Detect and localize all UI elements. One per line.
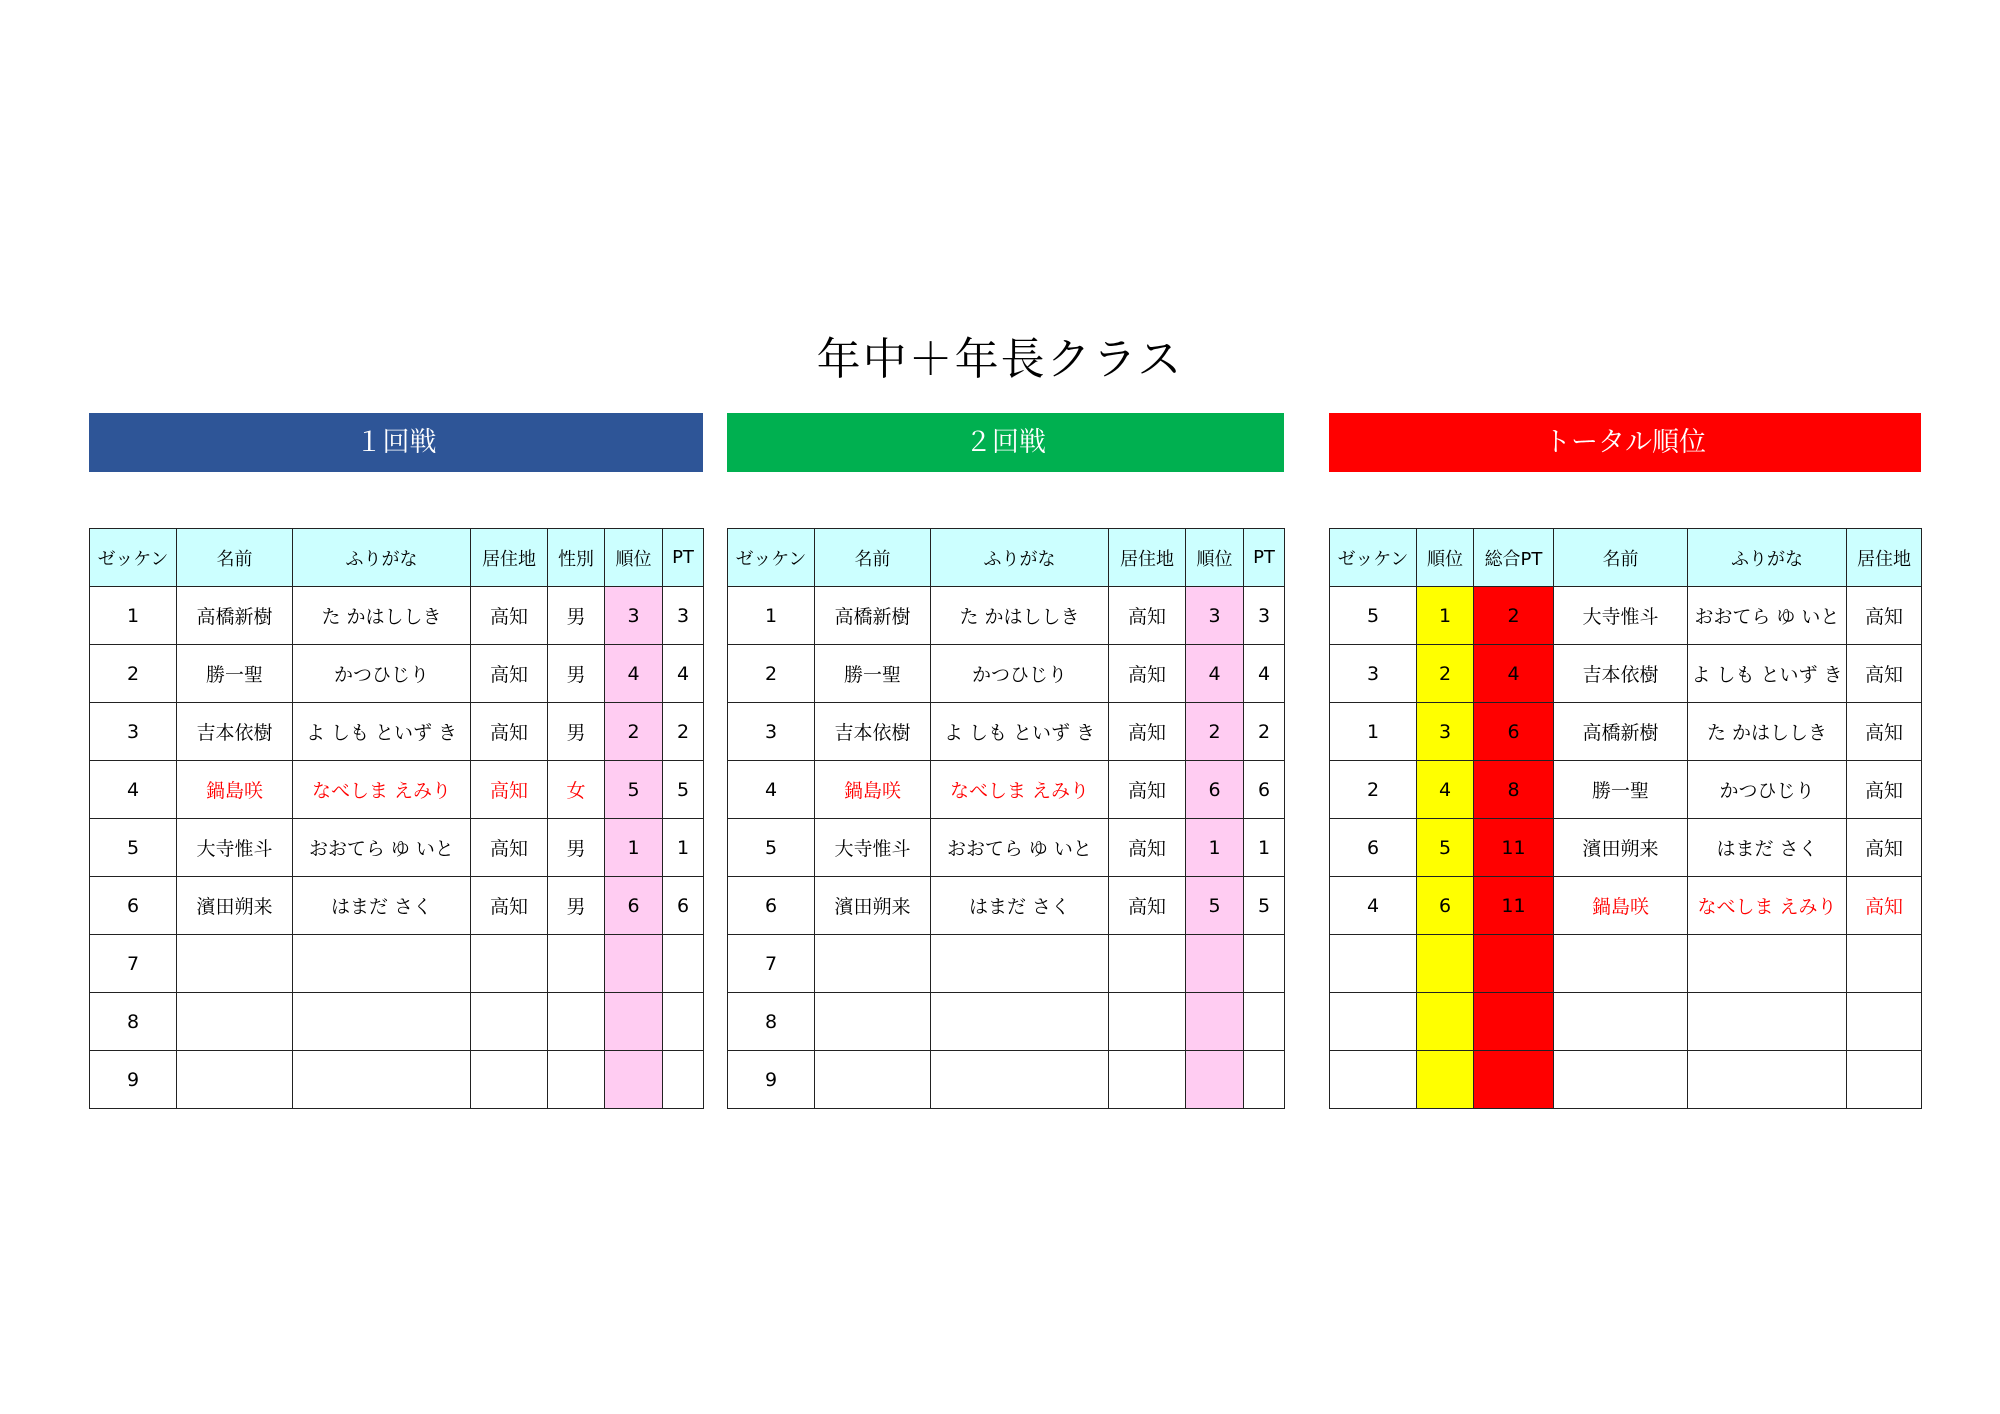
- cell-home: 高知: [1109, 877, 1186, 935]
- cell-rank: 1: [605, 819, 663, 877]
- column-header-name: 名前: [815, 529, 931, 587]
- cell-kana: おおてら ゆ いと: [1688, 587, 1847, 645]
- cell-pt: 11: [1474, 819, 1554, 877]
- cell-name: 鍋島咲: [177, 761, 293, 819]
- cell-pt: 6: [1244, 761, 1285, 819]
- round2-header-row: [728, 529, 1285, 587]
- cell-home: 高知: [1109, 703, 1186, 761]
- cell-home: [471, 1051, 548, 1109]
- cell-pt: 8: [1474, 761, 1554, 819]
- cell-no: 7: [728, 935, 815, 993]
- cell-home: [1109, 1051, 1186, 1109]
- cell-home: 高知: [471, 761, 548, 819]
- column-header-bib: ゼッケン: [90, 529, 177, 587]
- cell-rank: 5: [1186, 877, 1244, 935]
- column-header-residence: 居住地: [1109, 529, 1186, 587]
- column-header-rank: 順位: [1186, 529, 1244, 587]
- cell-home: [1847, 935, 1922, 993]
- cell-pt: 1: [1244, 819, 1285, 877]
- column-header-bib: ゼッケン: [1330, 529, 1417, 587]
- cell-no: [1330, 1051, 1417, 1109]
- cell-kana: た かはししき: [1688, 703, 1847, 761]
- cell-kana: はまだ さく: [931, 877, 1109, 935]
- table-row: [728, 703, 1285, 761]
- table-row: [728, 1051, 1285, 1109]
- cell-pt: 4: [1244, 645, 1285, 703]
- cell-home: [471, 993, 548, 1051]
- cell-no: [1330, 993, 1417, 1051]
- cell-no: 5: [1330, 587, 1417, 645]
- cell-home: 高知: [1109, 761, 1186, 819]
- cell-name: [1554, 993, 1688, 1051]
- cell-no: 2: [90, 645, 177, 703]
- cell-kana: た かはししき: [293, 587, 471, 645]
- cell-rank: [1186, 935, 1244, 993]
- cell-rank: 4: [1186, 645, 1244, 703]
- cell-no: 5: [728, 819, 815, 877]
- cell-rank: 3: [605, 587, 663, 645]
- cell-home: 高知: [471, 877, 548, 935]
- cell-kana: [293, 1051, 471, 1109]
- cell-kana: はまだ さく: [1688, 819, 1847, 877]
- cell-kana: [293, 935, 471, 993]
- cell-no: 8: [728, 993, 815, 1051]
- cell-kana: [293, 993, 471, 1051]
- cell-kana: [1688, 1051, 1847, 1109]
- total-ranking-table: [1329, 528, 1922, 1109]
- cell-rank: 1: [1417, 587, 1474, 645]
- cell-kana: なべしま えみり: [931, 761, 1109, 819]
- cell-no: 4: [1330, 877, 1417, 935]
- table-row: [90, 877, 704, 935]
- cell-pt: [663, 993, 704, 1051]
- cell-home: 高知: [1847, 645, 1922, 703]
- cell-name: 大寺惟斗: [1554, 587, 1688, 645]
- cell-sex: 女: [548, 761, 605, 819]
- cell-rank: 2: [605, 703, 663, 761]
- cell-rank: [1186, 1051, 1244, 1109]
- cell-no: 3: [90, 703, 177, 761]
- round1-banner: １回戦: [89, 413, 703, 472]
- table-row: [90, 703, 704, 761]
- cell-no: 4: [728, 761, 815, 819]
- cell-home: [1847, 993, 1922, 1051]
- cell-rank: 3: [1186, 587, 1244, 645]
- cell-name: 勝一聖: [815, 645, 931, 703]
- cell-pt: 3: [663, 587, 704, 645]
- cell-kana: [931, 935, 1109, 993]
- cell-sex: 男: [548, 819, 605, 877]
- cell-home: 高知: [1847, 819, 1922, 877]
- cell-pt: [663, 1051, 704, 1109]
- column-header-pt: PT: [1244, 529, 1285, 587]
- cell-name: 吉本依樹: [815, 703, 931, 761]
- cell-sex: [548, 935, 605, 993]
- round1-table: [89, 528, 704, 1109]
- cell-pt: [1474, 1051, 1554, 1109]
- column-header-name: 名前: [1554, 529, 1688, 587]
- cell-home: 高知: [1847, 761, 1922, 819]
- cell-no: 3: [728, 703, 815, 761]
- cell-name: [815, 935, 931, 993]
- cell-kana: なべしま えみり: [1688, 877, 1847, 935]
- cell-no: 9: [728, 1051, 815, 1109]
- cell-name: 勝一聖: [177, 645, 293, 703]
- column-header-bib: ゼッケン: [728, 529, 815, 587]
- cell-rank: 2: [1186, 703, 1244, 761]
- cell-no: [1330, 935, 1417, 993]
- table-row: [728, 877, 1285, 935]
- cell-name: 大寺惟斗: [177, 819, 293, 877]
- cell-name: 濱田朔来: [815, 877, 931, 935]
- cell-no: 2: [1330, 761, 1417, 819]
- table-row: [1330, 645, 1922, 703]
- cell-name: [177, 935, 293, 993]
- cell-name: [177, 1051, 293, 1109]
- column-header-rank: 順位: [605, 529, 663, 587]
- table-row: [1330, 761, 1922, 819]
- cell-rank: [605, 993, 663, 1051]
- table-row: [1330, 935, 1922, 993]
- cell-pt: [1244, 935, 1285, 993]
- cell-home: 高知: [471, 587, 548, 645]
- cell-kana: よ しも といず き: [931, 703, 1109, 761]
- column-header-residence: 居住地: [471, 529, 548, 587]
- table-row: [728, 819, 1285, 877]
- table-row: [728, 935, 1285, 993]
- cell-name: 大寺惟斗: [815, 819, 931, 877]
- cell-kana: はまだ さく: [293, 877, 471, 935]
- cell-pt: 5: [663, 761, 704, 819]
- cell-pt: 6: [663, 877, 704, 935]
- cell-sex: 男: [548, 703, 605, 761]
- cell-pt: 3: [1244, 587, 1285, 645]
- table-row: [1330, 587, 1922, 645]
- cell-kana: [931, 993, 1109, 1051]
- cell-name: 鍋島咲: [815, 761, 931, 819]
- cell-rank: [605, 1051, 663, 1109]
- cell-name: 吉本依樹: [1554, 645, 1688, 703]
- cell-rank: 6: [1186, 761, 1244, 819]
- page-title: 年中＋年長クラス: [816, 334, 1184, 385]
- cell-pt: 2: [1474, 587, 1554, 645]
- table-row: [728, 761, 1285, 819]
- cell-sex: 男: [548, 877, 605, 935]
- total-ranking-banner: トータル順位: [1329, 413, 1921, 472]
- table-row: [90, 819, 704, 877]
- cell-kana: よ しも といず き: [1688, 645, 1847, 703]
- column-header-residence: 居住地: [1847, 529, 1922, 587]
- cell-pt: [663, 935, 704, 993]
- cell-name: 濱田朔来: [177, 877, 293, 935]
- column-header-kana: ふりがな: [931, 529, 1109, 587]
- cell-no: 6: [90, 877, 177, 935]
- cell-name: 鍋島咲: [1554, 877, 1688, 935]
- cell-sex: [548, 1051, 605, 1109]
- cell-home: 高知: [1109, 645, 1186, 703]
- cell-pt: 5: [1244, 877, 1285, 935]
- cell-home: 高知: [1847, 587, 1922, 645]
- cell-name: [177, 993, 293, 1051]
- cell-no: 1: [90, 587, 177, 645]
- cell-no: 7: [90, 935, 177, 993]
- column-header-name: 名前: [177, 529, 293, 587]
- cell-rank: 3: [1417, 703, 1474, 761]
- table-row: [1330, 1051, 1922, 1109]
- cell-home: 高知: [1109, 587, 1186, 645]
- cell-kana: なべしま えみり: [293, 761, 471, 819]
- cell-pt: 4: [1474, 645, 1554, 703]
- cell-kana: かつひじり: [293, 645, 471, 703]
- cell-home: [1109, 993, 1186, 1051]
- cell-pt: [1244, 993, 1285, 1051]
- table-row: [90, 645, 704, 703]
- cell-name: [815, 993, 931, 1051]
- total-header-row: [1330, 529, 1922, 587]
- cell-no: 1: [1330, 703, 1417, 761]
- column-header-kana: ふりがな: [293, 529, 471, 587]
- cell-rank: 4: [1417, 761, 1474, 819]
- cell-home: 高知: [471, 645, 548, 703]
- cell-name: 濱田朔来: [1554, 819, 1688, 877]
- table-row: [1330, 993, 1922, 1051]
- cell-kana: かつひじり: [1688, 761, 1847, 819]
- column-header-kana: ふりがな: [1688, 529, 1847, 587]
- cell-rank: 6: [605, 877, 663, 935]
- cell-no: 8: [90, 993, 177, 1051]
- cell-name: 吉本依樹: [177, 703, 293, 761]
- table-row: [90, 761, 704, 819]
- cell-rank: [1417, 1051, 1474, 1109]
- table-row: [90, 935, 704, 993]
- cell-rank: [605, 935, 663, 993]
- cell-kana: [1688, 993, 1847, 1051]
- cell-rank: 4: [605, 645, 663, 703]
- cell-home: 高知: [1109, 819, 1186, 877]
- cell-no: 9: [90, 1051, 177, 1109]
- cell-pt: [1244, 1051, 1285, 1109]
- cell-kana: おおてら ゆ いと: [293, 819, 471, 877]
- table-row: [90, 1051, 704, 1109]
- cell-name: 高橋新樹: [177, 587, 293, 645]
- cell-kana: おおてら ゆ いと: [931, 819, 1109, 877]
- table-row: [1330, 703, 1922, 761]
- cell-sex: 男: [548, 645, 605, 703]
- cell-no: 3: [1330, 645, 1417, 703]
- cell-no: 5: [90, 819, 177, 877]
- round2-table: [727, 528, 1285, 1109]
- cell-name: [1554, 1051, 1688, 1109]
- table-row: [1330, 819, 1922, 877]
- cell-sex: 男: [548, 587, 605, 645]
- cell-no: 1: [728, 587, 815, 645]
- cell-pt: 6: [1474, 703, 1554, 761]
- table-row: [90, 587, 704, 645]
- table-row: [728, 587, 1285, 645]
- cell-pt: 2: [1244, 703, 1285, 761]
- cell-rank: [1186, 993, 1244, 1051]
- round1-header-row: [90, 529, 704, 587]
- table-row: [728, 993, 1285, 1051]
- cell-name: [815, 1051, 931, 1109]
- cell-rank: [1417, 993, 1474, 1051]
- cell-rank: 1: [1186, 819, 1244, 877]
- cell-rank: 2: [1417, 645, 1474, 703]
- cell-name: 勝一聖: [1554, 761, 1688, 819]
- cell-rank: 5: [605, 761, 663, 819]
- cell-kana: かつひじり: [931, 645, 1109, 703]
- cell-home: 高知: [1847, 877, 1922, 935]
- cell-kana: た かはししき: [931, 587, 1109, 645]
- cell-home: [471, 935, 548, 993]
- cell-kana: よ しも といず き: [293, 703, 471, 761]
- cell-rank: 6: [1417, 877, 1474, 935]
- cell-name: 高橋新樹: [1554, 703, 1688, 761]
- cell-pt: [1474, 935, 1554, 993]
- cell-pt: 1: [663, 819, 704, 877]
- cell-home: 高知: [1847, 703, 1922, 761]
- cell-name: [1554, 935, 1688, 993]
- cell-name: 高橋新樹: [815, 587, 931, 645]
- column-header-pt: PT: [663, 529, 704, 587]
- cell-home: 高知: [471, 819, 548, 877]
- round2-banner: ２回戦: [727, 413, 1284, 472]
- cell-home: [1109, 935, 1186, 993]
- column-header-total-pt: 総合PT: [1474, 529, 1554, 587]
- cell-no: 6: [728, 877, 815, 935]
- column-header-rank: 順位: [1417, 529, 1474, 587]
- cell-rank: [1417, 935, 1474, 993]
- cell-pt: [1474, 993, 1554, 1051]
- table-row: [1330, 877, 1922, 935]
- cell-kana: [1688, 935, 1847, 993]
- cell-pt: 11: [1474, 877, 1554, 935]
- cell-no: 6: [1330, 819, 1417, 877]
- cell-kana: [931, 1051, 1109, 1109]
- cell-pt: 2: [663, 703, 704, 761]
- cell-home: [1847, 1051, 1922, 1109]
- cell-pt: 4: [663, 645, 704, 703]
- cell-no: 4: [90, 761, 177, 819]
- table-row: [728, 645, 1285, 703]
- table-row: [90, 993, 704, 1051]
- cell-home: 高知: [471, 703, 548, 761]
- cell-rank: 5: [1417, 819, 1474, 877]
- column-header-gender: 性別: [548, 529, 605, 587]
- cell-sex: [548, 993, 605, 1051]
- cell-no: 2: [728, 645, 815, 703]
